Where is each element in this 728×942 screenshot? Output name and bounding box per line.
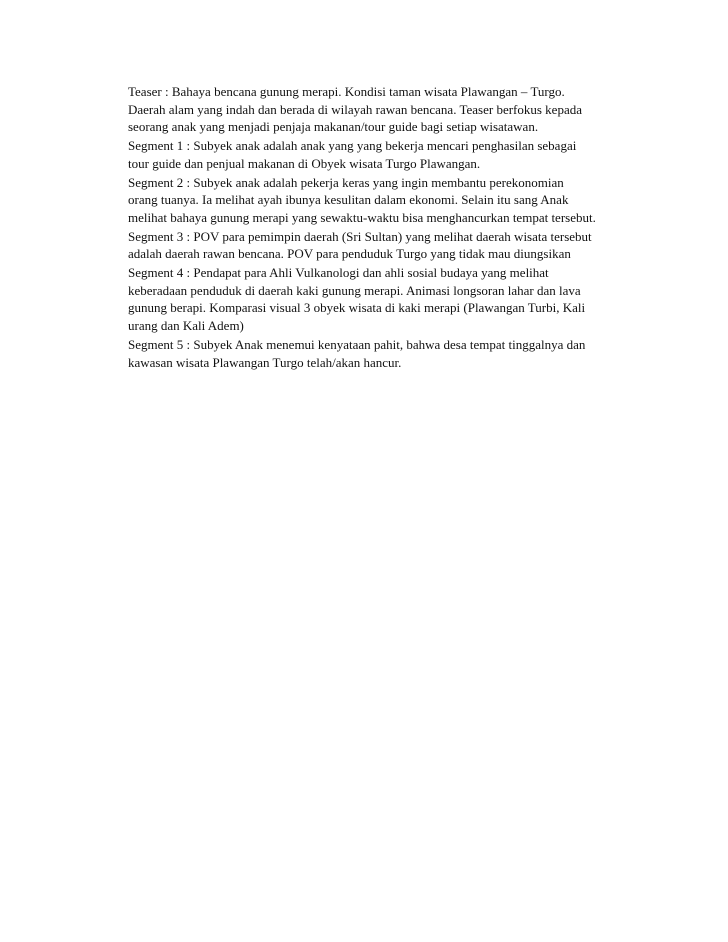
document-body xyxy=(128,83,648,372)
teaser-paragraph: Teaser : Bahaya bencana gunung merapi. Kondisi taman wisata Plawangan – Turgo. Daerah alam yang indah dan berada di wilayah rawan bencana. Teaser berfokus kepada seorang anak yang menjadi penjaja makanan/tour guide bagi setiap wisatawan. xyxy=(128,84,582,135)
segment-4-paragraph: Segment 4 : Pendapat para Ahli Vulkanologi dan ahli sosial budaya yang melihat keberadaan penduduk di daerah kaki gunung merapi. Animasi longsoran lahar dan lava gunung berapi. Komparasi visual 3 obyek wisata di kaki merapi (Plawangan Turbi, Kali urang dan Kali Adem) xyxy=(128,265,586,334)
segment-5-paragraph: Segment 5 : Subyek Anak menemui kenyataan pahit, bahwa desa tempat tinggalnya dan kawasan wisata Plawangan Turgo telah/akan hancur. xyxy=(128,336,586,370)
segment-3-paragraph: Segment 3 : POV para pemimpin daerah (Sri Sultan) yang melihat daerah wisata tersebut adalah daerah rawan bencana. POV para penduduk Turgo yang tidak mau diungsikan xyxy=(128,228,592,262)
segment-1-paragraph: Segment 1 : Subyek anak adalah anak yang yang bekerja mencari penghasilan sebagai tour guide dan penjual makanan di Obyek wisata Turgo Plawangan. xyxy=(128,138,577,171)
segment-2-paragraph: Segment 2 : Subyek anak adalah pekerja keras yang ingin membantu perekonomian orang tuanya. Ia melihat ayah ibunya kesulitan dalam ekonomi. Selain itu sang Anak melihat bahaya gunung merapi yang sewaktu-waktu bisa menghancurkan tempat tersebut. xyxy=(128,174,596,225)
